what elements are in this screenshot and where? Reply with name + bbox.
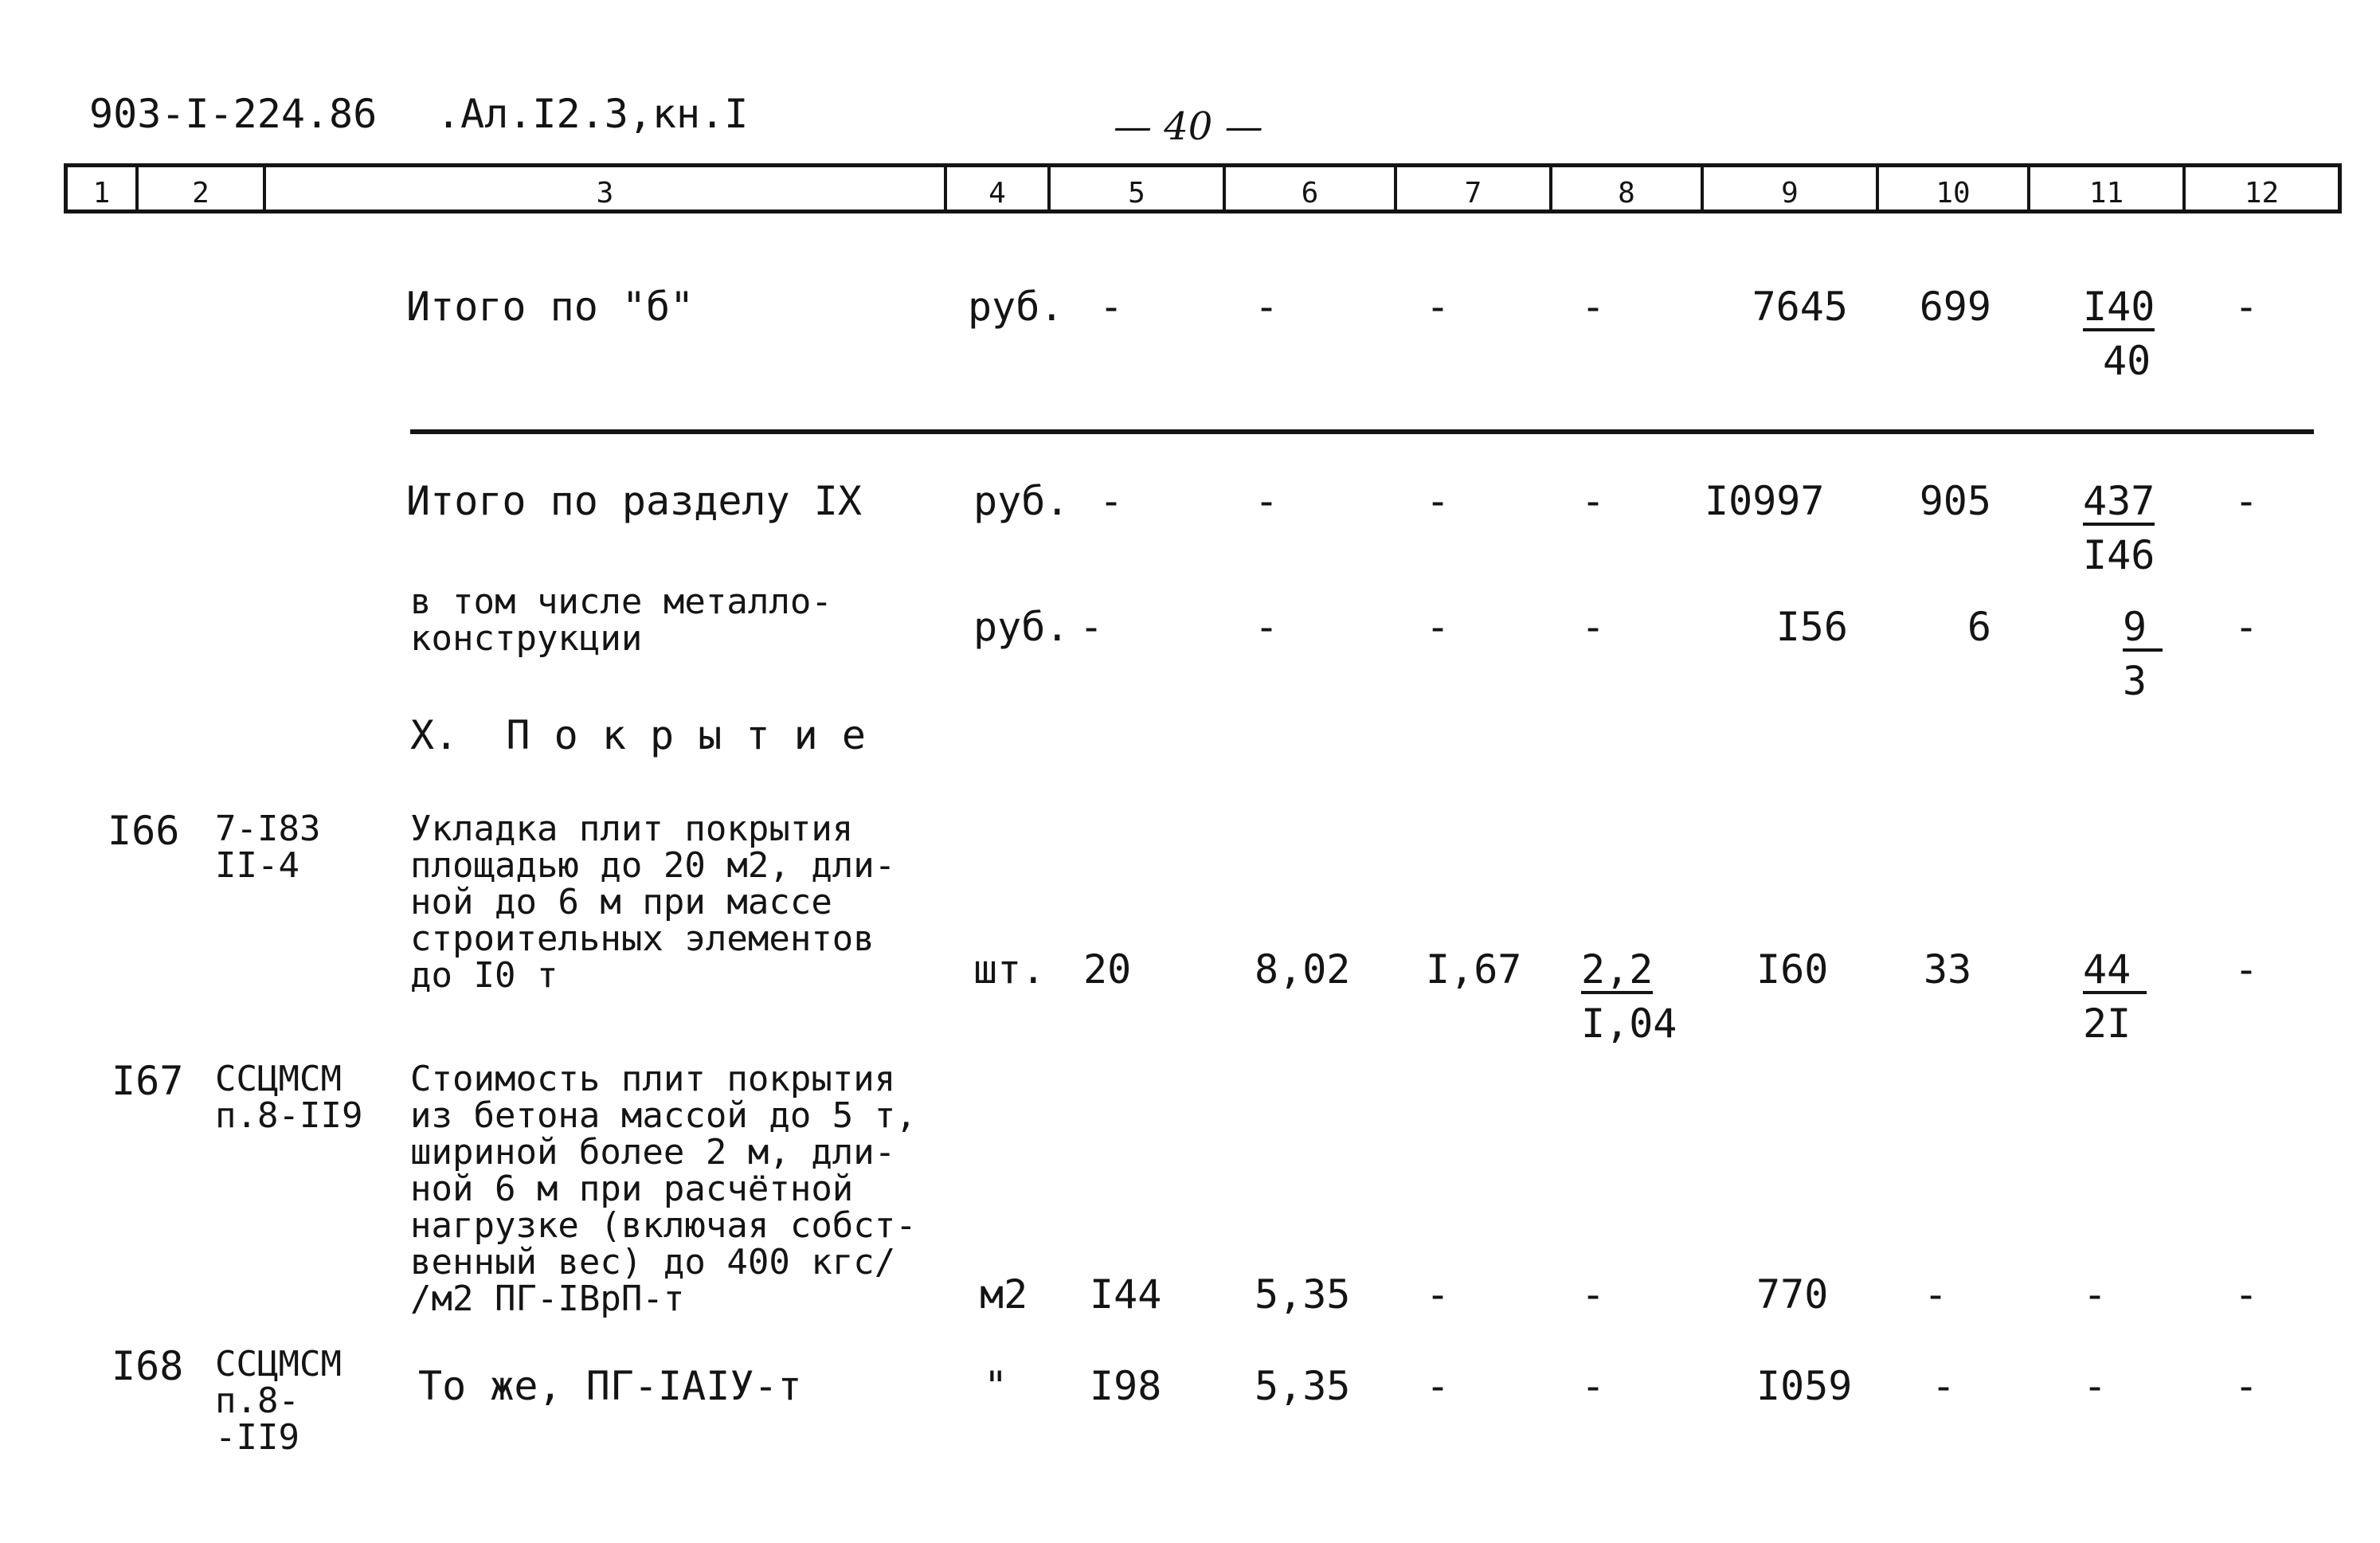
column-number: 2	[192, 177, 209, 210]
cell-col11-bottom: 40	[2103, 338, 2151, 384]
cell-col11-top: I40	[2083, 284, 2155, 330]
cell-col5: 20	[1083, 946, 1132, 993]
cell-col9: 7645	[1752, 284, 1848, 330]
cell-col10: 905	[1919, 478, 1991, 524]
cell-col6: 5,35	[1255, 1363, 1351, 1409]
cell-col6: -	[1255, 604, 1279, 650]
cell-col8: -	[1581, 1271, 1606, 1318]
column-number: 12	[2244, 177, 2280, 210]
cell-col9: I56	[1775, 604, 1848, 650]
cell-col5: -	[1099, 284, 1124, 330]
column-number: 1	[92, 177, 111, 210]
column-header-strip	[64, 163, 2342, 213]
cell-col8: -	[1581, 284, 1606, 330]
row-description: Укладка плит покрытия площадью до 20 м2, дли- ной до 6 м при массе строительных элементов до I0 т	[410, 809, 896, 996]
cell-col7: -	[1426, 284, 1450, 330]
row-unit: шт.	[973, 946, 1046, 993]
cell-col12: -	[2234, 1271, 2259, 1318]
row-description: То же, ПГ-IАIУ-т	[418, 1363, 802, 1409]
column-number: 7	[1464, 177, 1482, 210]
cell-col8-top: 2,2	[1581, 946, 1654, 993]
column-number: 3	[596, 177, 614, 210]
document-code: 903-I-224.86	[89, 91, 378, 137]
cell-col11-bottom: 3	[2123, 658, 2147, 704]
cell-col7: -	[1426, 604, 1450, 650]
cell-col11-top: 9	[2123, 607, 2163, 652]
cell-col5: -	[1079, 604, 1104, 650]
column-number: 6	[1301, 177, 1319, 210]
cell-col9: 770	[1756, 1271, 1829, 1318]
row-description: Итого по разделу IX	[406, 478, 862, 524]
row-description: в том числе металло- конструкции	[410, 582, 832, 659]
row-number: I66	[108, 808, 180, 854]
cell-col10: 33	[1924, 946, 1972, 993]
column-number: 8	[1618, 177, 1635, 210]
cell-col12: -	[2234, 284, 2259, 330]
cell-col12: -	[2234, 604, 2259, 650]
row-code: 7-I83 II-4	[215, 809, 321, 886]
row-description: Итого по "б"	[406, 284, 695, 330]
row-unit: руб.	[973, 478, 1070, 524]
cell-col5: I44	[1090, 1271, 1162, 1318]
row-description: Стоимость плит покрытия из бетона массой до 5 т, шириной более 2 м, дли- ной 6 м при расчётной нагрузке (включая собст- венный вес) до 400 кгс/ /м2 ПГ-IВрП-т	[410, 1059, 917, 1319]
cell-col7: I,67	[1426, 946, 1522, 993]
cell-col12: -	[2234, 1363, 2259, 1409]
cell-col5: I98	[1090, 1363, 1162, 1409]
cell-col8-bottom: I,04	[1581, 1001, 1677, 1047]
cell-col5: -	[1099, 478, 1124, 524]
column-number: 5	[1128, 177, 1145, 210]
cell-col12: -	[2234, 946, 2259, 993]
page-number: — 40 —	[1114, 104, 1263, 149]
cell-col7: -	[1426, 1363, 1450, 1409]
row-code: ССЦМСМ п.8-II9	[215, 1059, 363, 1136]
row-unit: "	[984, 1363, 1008, 1409]
cell-col11-top: 44	[2083, 950, 2147, 994]
section-divider-line	[410, 429, 2314, 434]
cell-col11: -	[2083, 1363, 2108, 1409]
cell-col10: 699	[1919, 284, 1991, 330]
column-number: 11	[2088, 177, 2124, 210]
cell-col9: I60	[1756, 946, 1829, 993]
cell-col8: -	[1581, 478, 1606, 524]
cell-col11-bottom: 2I	[2083, 1001, 2131, 1047]
row-unit: руб.	[968, 284, 1064, 330]
cell-col9: I0997	[1705, 478, 1825, 524]
cell-col11: -	[2083, 1271, 2108, 1318]
column-number: 4	[988, 177, 1006, 210]
cell-col12: -	[2234, 478, 2259, 524]
cell-col8: -	[1581, 604, 1606, 650]
cell-col6: 5,35	[1255, 1271, 1351, 1318]
cell-col8: -	[1581, 1363, 1606, 1409]
cell-col11-bottom: I46	[2083, 532, 2155, 578]
row-number: I67	[112, 1058, 184, 1104]
row-code: ССЦМСМ п.8- -II9	[215, 1344, 342, 1458]
column-number: 10	[1936, 177, 1971, 210]
cell-col10: -	[1924, 1271, 1948, 1318]
column-number: 9	[1781, 177, 1799, 210]
cell-col9: I059	[1756, 1363, 1853, 1409]
row-unit: м2	[980, 1271, 1028, 1318]
cell-col10: 6	[1967, 604, 1991, 650]
cell-col6: 8,02	[1255, 946, 1351, 993]
cell-col6: -	[1255, 284, 1279, 330]
cell-col6: -	[1255, 478, 1279, 524]
cell-col11-top: 437	[2083, 478, 2155, 524]
cell-col7: -	[1426, 478, 1450, 524]
section-title: Х. П о к р ы т и е	[410, 712, 866, 758]
row-number: I68	[112, 1343, 184, 1389]
album-reference: .Ал.I2.3,кн.I	[436, 91, 749, 137]
cell-col7: -	[1426, 1271, 1450, 1318]
cell-col10: -	[1932, 1363, 1956, 1409]
row-unit: руб.	[973, 604, 1070, 650]
